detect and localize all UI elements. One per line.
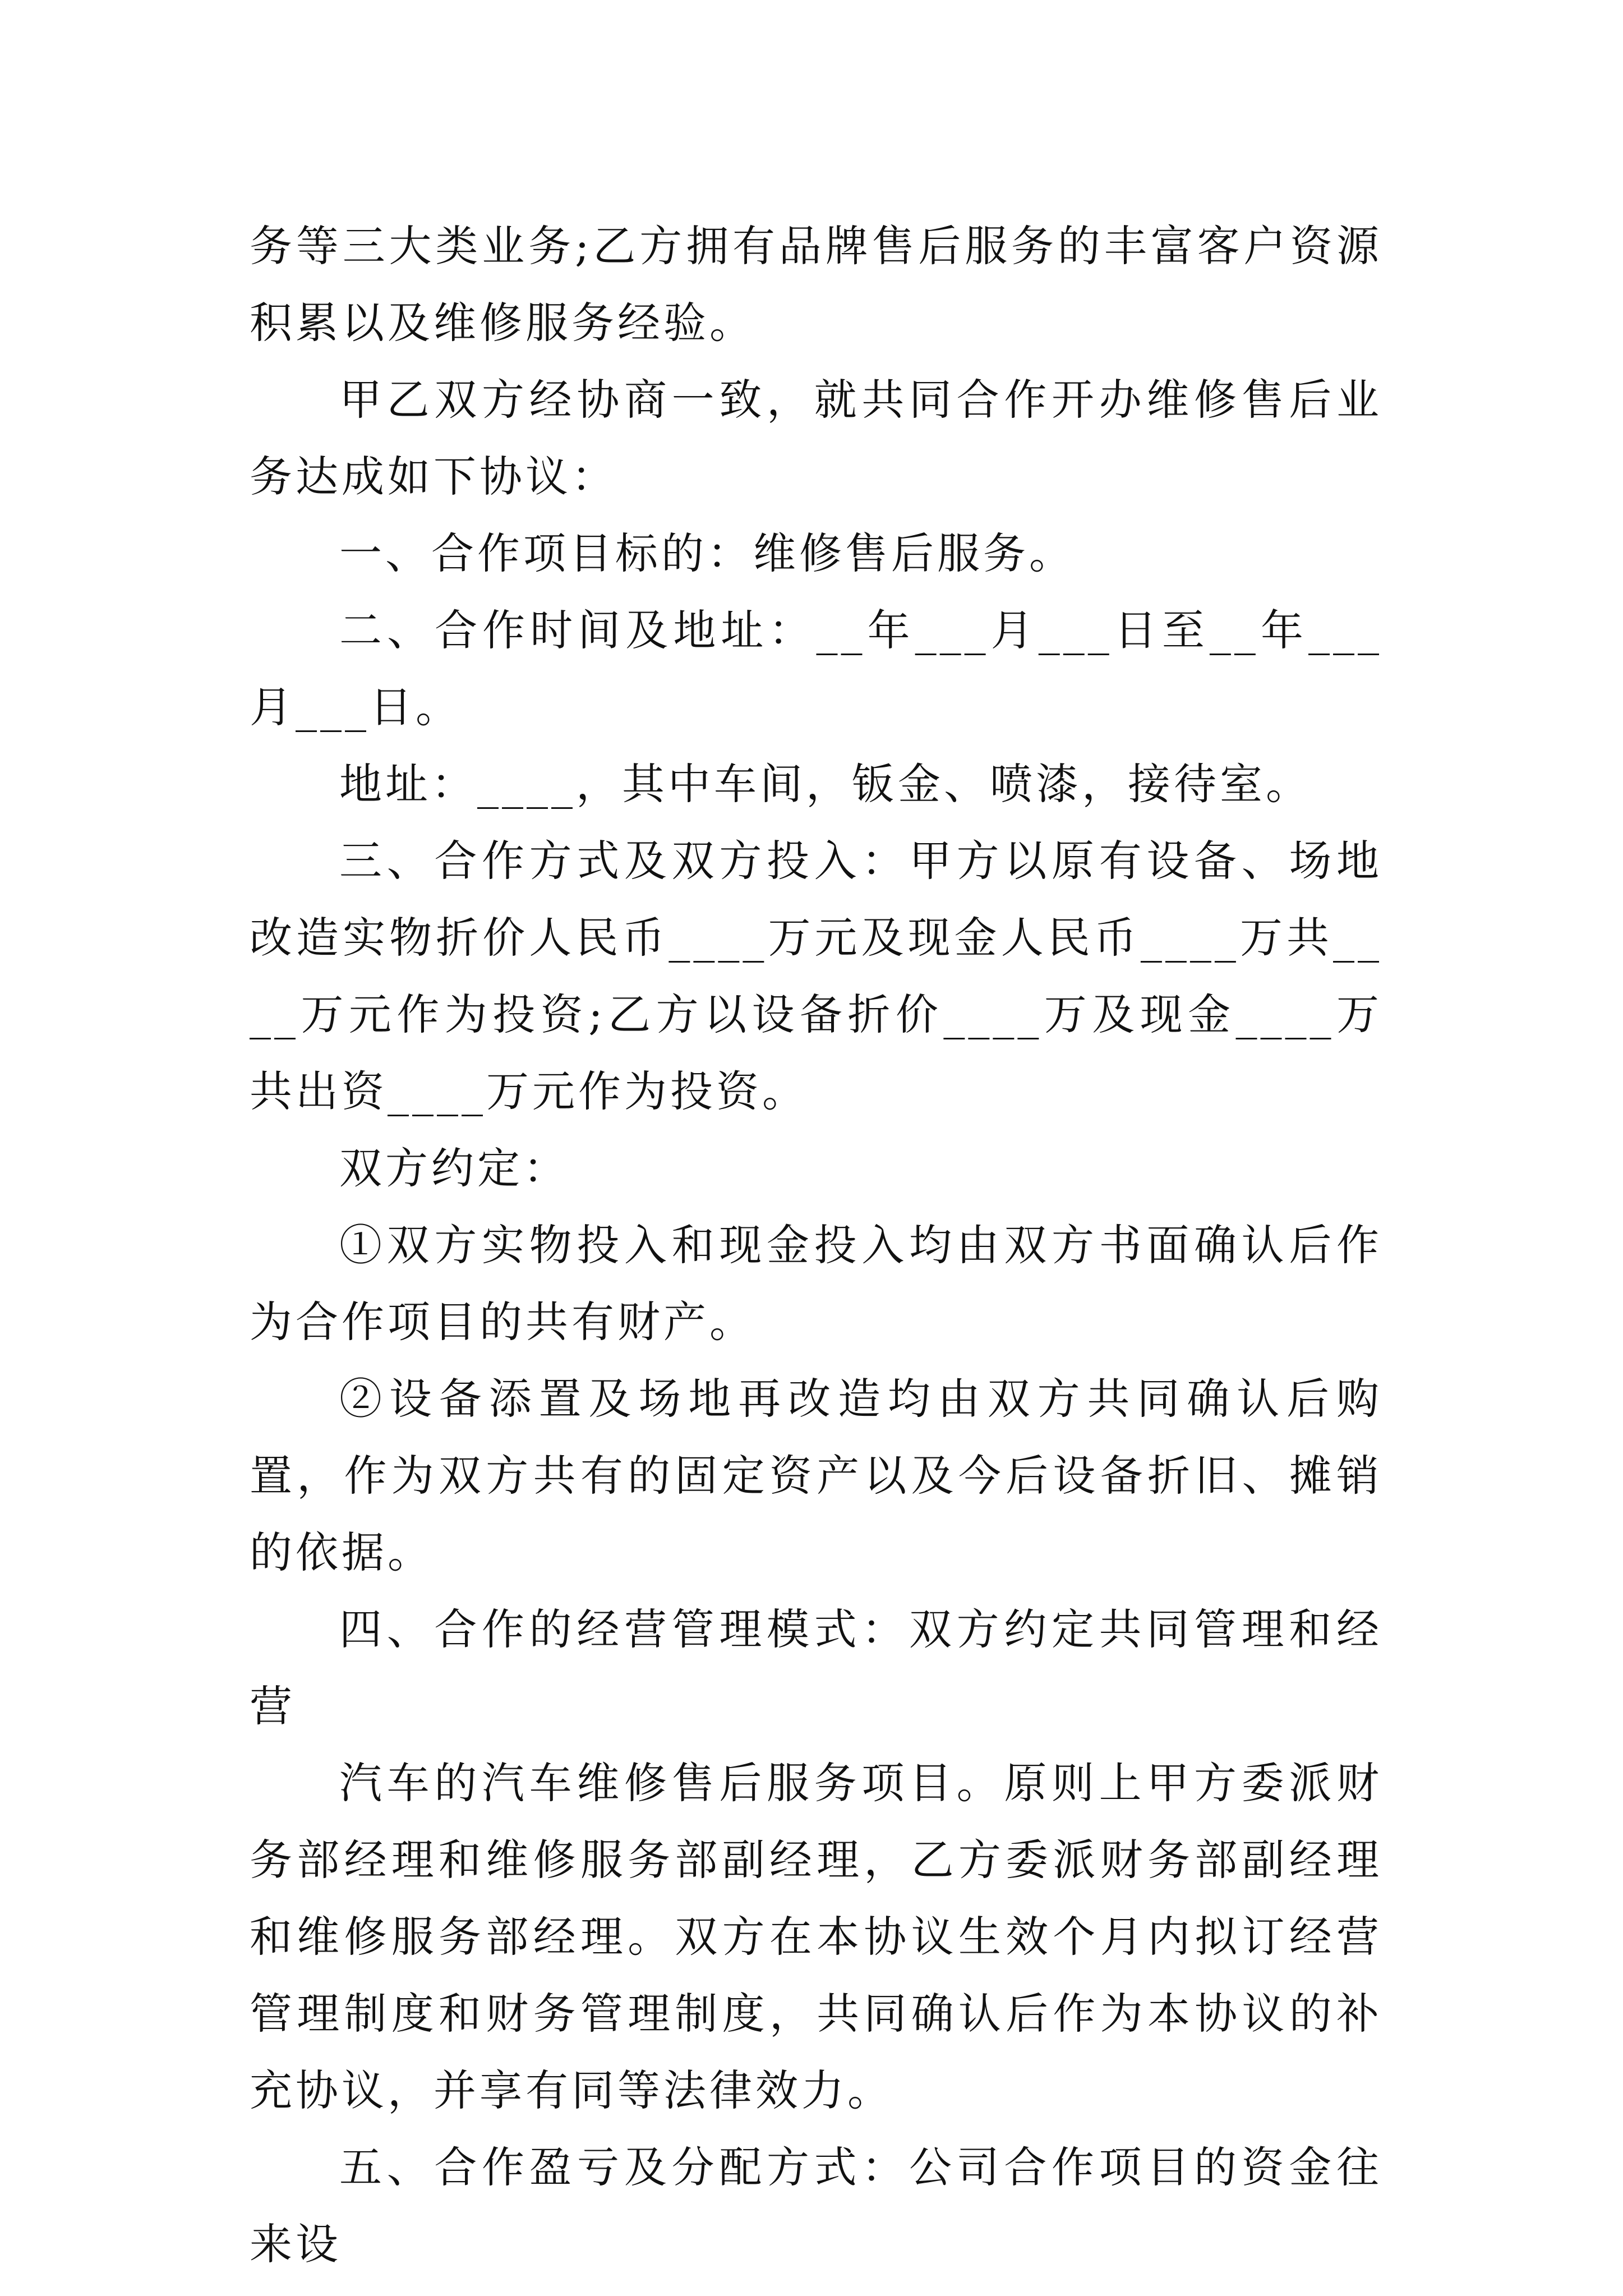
paragraph-2: 甲乙双方经协商一致，就共同合作开办维修售后业务达成如下协议： bbox=[250, 375, 1382, 501]
paragraph-6: 三、合作方式及双方投入：甲方以原有设备、场地改造实物折价人民币____万元及现金人民币____万共____万元作为投资;乙方以设备折价____万及现金____万共出资____万元作为投资。 bbox=[250, 836, 1382, 1116]
paragraph-9: ②设备添置及场地再改造均由双方共同确认后购置，作为双方共有的固定资产以及今后设备折旧、摊销的依据。 bbox=[250, 1374, 1382, 1577]
paragraph-3: 一、合作项目标的：维修售后服务。 bbox=[339, 528, 1075, 578]
paragraph-7: 双方约定： bbox=[339, 1143, 569, 1193]
paragraph-5: 地址：____，其中车间，钣金、喷漆，接待室。 bbox=[339, 759, 1312, 809]
document-body bbox=[250, 208, 1382, 2283]
paragraph-4: 二、合作时间及地址：__年___月___日至__年___月___日。 bbox=[250, 605, 1382, 732]
paragraph-10: 四、合作的经营管理模式：双方约定共同管理和经营 bbox=[250, 1604, 1382, 1731]
paragraph-11: 汽车的汽车维修售后服务项目。原则上甲方委派财务部经理和维修服务部副经理，乙方委派财务部副经理和维修服务部经理。双方在本协议生效个月内拟订经营管理制度和财务管理制度，共同确认后作为本协议的补充协议，并享有同等法律效力。 bbox=[250, 1758, 1382, 2115]
paragraph-8: ①双方实物投入和现金投入均由双方书面确认后作为合作项目的共有财产。 bbox=[250, 1220, 1382, 1347]
paragraph-12: 五、合作盈亏及分配方式：公司合作项目的资金往来设 bbox=[250, 2142, 1382, 2269]
paragraph-1: 务等三大类业务;乙方拥有品牌售后服务的丰富客户资源积累以及维修服务经验。 bbox=[250, 221, 1382, 348]
